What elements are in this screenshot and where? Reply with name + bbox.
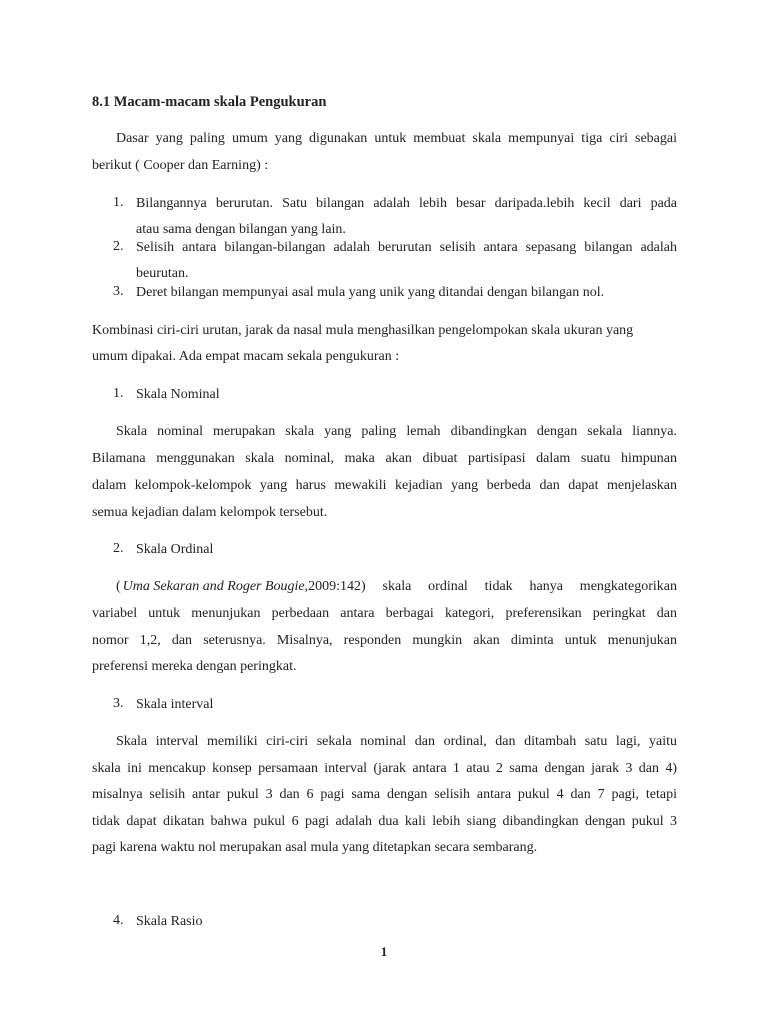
scale-number-3: 3. — [113, 696, 124, 711]
interval-line-4: tidak dapat dikatan bahwa pukul 6 pagi adalah dua kali lebih siang dibandingkan dengan pukul 3 — [92, 814, 677, 829]
interval-line-1: Skala interval memiliki ciri-ciri sekala nominal dan ordinal, dan ditambah satu lagi, yaitu — [116, 734, 677, 749]
ordinal-citation-rest: ,2009:142) skala ordinal tidak hanya mengkategorikan — [304, 579, 677, 594]
ordinal-line-3: nomor 1,2, dan seterusnya. Misalnya, responden mungkin akan diminta untuk menunjukan — [92, 633, 677, 648]
nominal-line-4: semua kejadian dalam kelompok tersebut. — [92, 505, 328, 520]
ordinal-citation-authors: Uma Sekaran and Roger Bougie — [122, 579, 305, 594]
nominal-line-3: dalam kelompok-kelompok yang harus mewakili kejadian yang berbeda dan dapat menjelaskan — [92, 478, 677, 493]
intro-line-1: Dasar yang paling umum yang digunakan untuk membuat skala mempunyai tiga ciri sebagai — [116, 131, 677, 146]
ordinal-line-1 — [116, 578, 677, 596]
interval-line-5: pagi karena waktu nol merupakan asal mula yang ditetapkan secara sembarang. — [92, 840, 538, 855]
page-number: 1 — [380, 944, 388, 959]
scale-number-2: 2. — [113, 541, 124, 556]
scale-number-4: 4. — [113, 913, 124, 928]
scale-title-ordinal: Skala Ordinal — [136, 542, 214, 557]
criteria-item-3-line-1: Deret bilangan mempunyai asal mula yang unik yang ditandai dengan bilangan nol. — [136, 285, 605, 300]
nominal-line-1: Skala nominal merupakan skala yang paling lemah dibandingkan dengan sekala liannya. — [116, 424, 677, 439]
interval-line-2: skala ini mencakup konsep persamaan interval (jarak antara 1 atau 2 sama dengan jarak 3 dan 4) — [92, 761, 677, 776]
scale-title-rasio: Skala Rasio — [136, 914, 203, 929]
scale-title-interval: Skala interval — [136, 697, 214, 712]
combination-line-2: umum dipakai. Ada empat macam sekala pengukuran : — [92, 349, 400, 364]
combination-line-1: Kombinasi ciri-ciri urutan, jarak da nasal mula menghasilkan pengelompokan skala ukuran yang — [92, 323, 634, 338]
scale-number-1: 1. — [113, 386, 124, 401]
scale-title-nominal: Skala Nominal — [136, 387, 220, 402]
criteria-item-2-line-2: beurutan. — [136, 266, 189, 281]
ordinal-open-paren: ( — [116, 579, 121, 594]
ordinal-line-2: variabel untuk menunjukan perbedaan antara berbagai kategori, preferensikan peringkat dan — [92, 606, 677, 621]
intro-line-2: berikut ( Cooper dan Earning) : — [92, 158, 269, 173]
criteria-number-3: 3. — [113, 284, 124, 299]
interval-line-3: misalnya selisih antar pukul 3 dan 6 pagi sama dengan selisih antara pukul 4 dan 7 pagi, tetapi — [92, 787, 677, 802]
criteria-item-1-line-2: atau sama dengan bilangan yang lain. — [136, 222, 346, 237]
section-heading: 8.1 Macam-macam skala Pengukuran — [92, 94, 327, 110]
criteria-number-2: 2. — [113, 239, 124, 254]
ordinal-line-4: preferensi mereka dengan peringkat. — [92, 659, 297, 674]
nominal-line-2: Bilamana menggunakan skala nominal, maka akan dibuat partisipasi dalam suatu himpunan — [92, 451, 677, 466]
criteria-item-1-line-1: Bilangannya berurutan. Satu bilangan adalah lebih besar daripada.lebih kecil dari pada — [136, 196, 677, 211]
criteria-number-1: 1. — [113, 195, 124, 210]
criteria-item-2-line-1: Selisih antara bilangan-bilangan adalah berurutan selisih antara sepasang bilangan adalah — [136, 240, 677, 255]
